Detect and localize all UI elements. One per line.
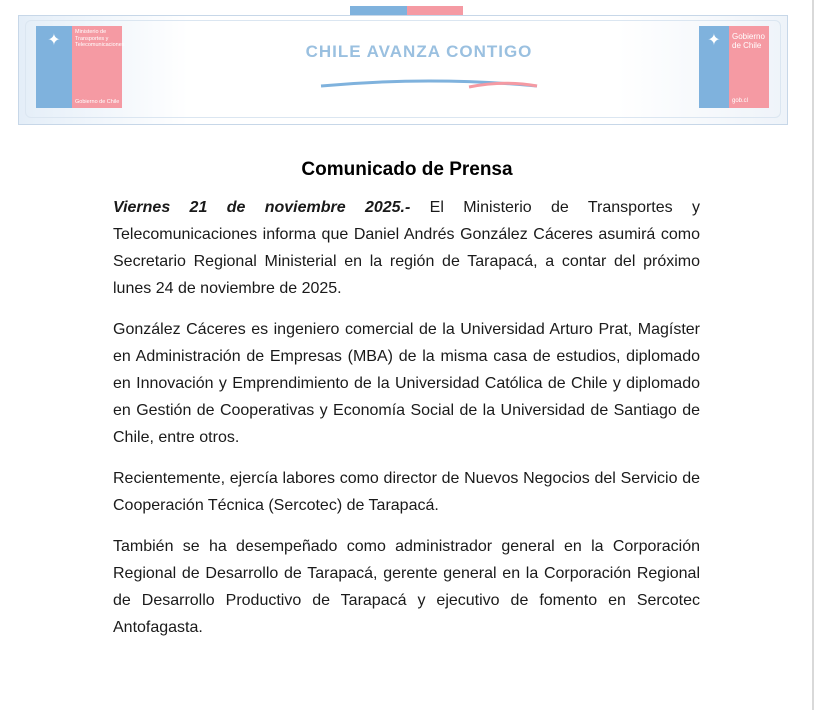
- coat-of-arms-icon: ✦: [47, 32, 61, 49]
- gobierno-name: Gobierno de Chile: [732, 32, 765, 50]
- ministry-logo: [36, 26, 125, 108]
- gobierno-url: gob.cl: [732, 98, 749, 104]
- banner-frame: [25, 20, 781, 118]
- document-title: Comunicado de Prensa: [301, 159, 513, 180]
- slogan-swoosh-icon: [319, 76, 539, 90]
- gobierno-logo: [699, 26, 769, 108]
- paragraph-2: González Cáceres es ingeniero comercial de la Universidad Arturo Prat, Magíster en Administración de Empresas (MBA) de la misma casa de estudios, diplomado en Innovación y Emprendimiento de la Universidad Católica de Chile y diplomado en Gestión de Cooperativas y Economía Social de la Universidad de Santiago de Chile, entre otros.: [113, 321, 700, 446]
- top-color-strip: [350, 6, 463, 15]
- date-lead: Viernes 21 de noviembre 2025.-: [113, 199, 411, 216]
- ministry-logo-footer: Gobierno de Chile: [75, 99, 120, 105]
- slogan: CHILE AVANZA CONTIGO: [305, 42, 533, 61]
- header-banner: [18, 15, 788, 125]
- paragraph-1: [113, 194, 700, 302]
- paragraph-1-text: El Ministerio de Transportes y Telecomunicaciones informa que Daniel Andrés González Cáceres asumirá como Secretario Regional Ministerial en la región de Tarapacá, a contar del próximo lunes 24 de noviembre de 2025.: [113, 199, 700, 297]
- paragraph-3: Recientemente, ejercía labores como director de Nuevos Negocios del Servicio de Cooperación Técnica (Sercotec) de Tarapacá.: [113, 470, 700, 514]
- document-body: [113, 194, 700, 655]
- coat-of-arms-icon: ✦: [707, 32, 721, 49]
- ministry-name: Ministerio de Transportes y Telecomunicaciones: [75, 29, 125, 48]
- paragraph-4: También se ha desempeñado como administrador general en la Corporación Regional de Desarrollo de Tarapacá, gerente general en la Corporación Regional de Desarrollo Productivo de Tarapacá y ejecutivo de fomento en Sercotec Antofagasta.: [113, 538, 700, 636]
